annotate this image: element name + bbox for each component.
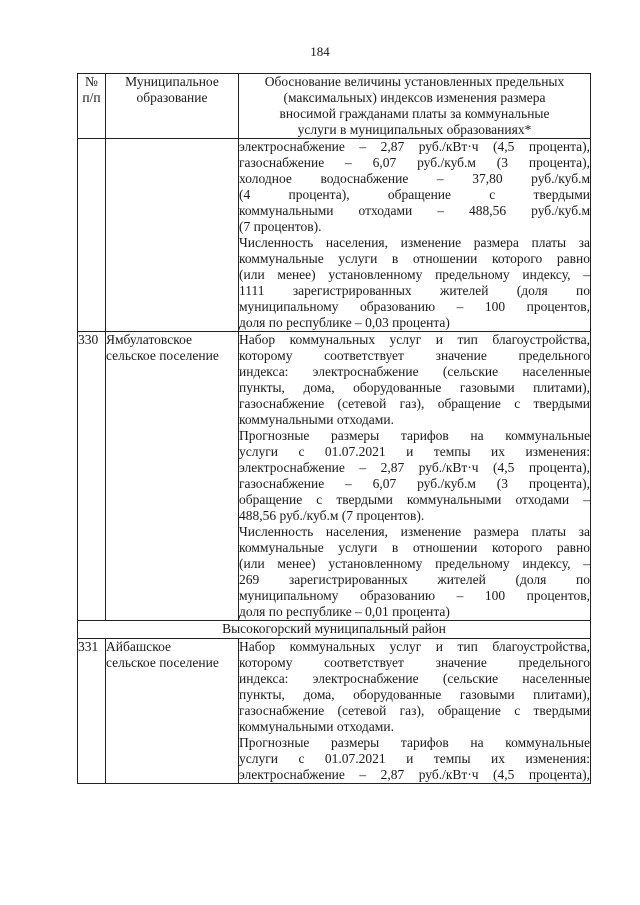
justification-line: (или менее) установленному предельному индексу, – (239, 556, 590, 571)
justification-line: электроснабжение – 2,87 руб./кВт·ч (4,5 процента), (239, 139, 590, 154)
justification-line: индекса: электроснабжение (сельские населенные (239, 671, 590, 686)
justification-line: 1111 зарегистрированных жителей (доля по (239, 283, 590, 298)
table-header-row (78, 74, 591, 139)
justification-line: доля по республике – 0,01 процента) (239, 604, 450, 619)
justification-line: Численность населения, изменение размера платы за (239, 524, 590, 539)
header-justification-line: услуги в муниципальных образованиях* (297, 122, 532, 137)
municipality-cell (106, 639, 239, 784)
justification-line: которому соответствует значение предельного (239, 655, 590, 670)
justification-line: коммунальные услуги в отношении которого равно (239, 251, 590, 266)
justification-line: электроснабжение – 2,87 руб./кВт·ч (4,5 процента), (239, 460, 590, 475)
justification-line: коммунальные услуги в отношении которого равно (239, 540, 590, 555)
justification-line: газоснабжение (сетевой газ), обращение с твердыми (239, 396, 590, 411)
table-row (78, 332, 591, 621)
justification-line: обращение с твердыми коммунальными отходами – (239, 492, 590, 507)
justification-line: электроснабжение – 2,87 руб./кВт·ч (4,5 процента), (239, 767, 590, 782)
header-justification-line: (максимальных) индексов изменения размера (283, 90, 546, 105)
justification-cell (239, 332, 591, 621)
justification-line: коммунальными отходами. (239, 412, 394, 427)
page-number: 184 (310, 44, 330, 59)
justification-line: Прогнозные размеры тарифов на коммунальные (239, 428, 590, 443)
municipality-cell (106, 332, 239, 621)
municipality-name-line: Ямбулатовское (106, 332, 192, 347)
justification-line: Численность населения, изменение размера платы за (239, 235, 590, 250)
justification-line: холодное водоснабжение – 37,80 руб./куб.м (239, 171, 590, 186)
justification-line: Набор коммунальных услуг и тип благоустройства, (239, 639, 590, 654)
justification-line: муниципальному образованию – 100 процентов, (239, 588, 590, 603)
justification-line: (7 процентов). (239, 219, 322, 234)
row-number (78, 139, 106, 332)
justification-line: индекса: электроснабжение (сельские населенные (239, 364, 590, 379)
municipality-name-line: сельское поселение (106, 655, 219, 670)
justification-line: пункты, дома, оборудованные газовыми плитами), (239, 687, 590, 702)
header-num-line: п/п (82, 90, 101, 105)
justification-line: пункты, дома, оборудованные газовыми плитами), (239, 380, 590, 395)
municipality-cell (106, 139, 239, 332)
justification-line: коммунальными отходами. (239, 719, 394, 734)
justification-line: (или менее) установленному предельному индексу, – (239, 267, 590, 282)
header-municipality-line: образование (136, 90, 208, 105)
justification-cell (239, 639, 591, 784)
header-justification-line: Обоснование величины установленных предельных (264, 74, 565, 89)
justification-line: муниципальному образованию – 100 процентов, (239, 299, 590, 314)
justification-line: Набор коммунальных услуг и тип благоустройства, (239, 332, 590, 347)
justification-line: коммунальными отходами – 488,56 руб./куб.м (239, 203, 590, 218)
header-municipality-line: Муниципальное (125, 74, 219, 89)
header-justification (239, 74, 591, 139)
justification-cell (239, 139, 591, 332)
justification-line: которому соответствует значение предельного (239, 348, 590, 363)
header-num-line: № (85, 74, 98, 89)
row-number: 330 (78, 332, 106, 621)
header-municipality (106, 74, 239, 139)
table-row (78, 639, 591, 784)
tariff-table (77, 73, 591, 784)
row-number: 331 (78, 639, 106, 784)
municipality-name-line: Айбашское (106, 639, 172, 654)
justification-line: газоснабжение (сетевой газ), обращение с твердыми (239, 703, 590, 718)
justification-line: газоснабжение – 6,07 руб./куб.м (3 процента), (239, 476, 590, 491)
justification-line: Прогнозные размеры тарифов на коммунальные (239, 735, 590, 750)
justification-line: (4 процента), обращение с твердыми (239, 187, 590, 202)
justification-line: 488,56 руб./куб.м (7 процентов). (239, 508, 425, 523)
justification-line: газоснабжение – 6,07 руб./куб.м (3 процента), (239, 155, 590, 170)
justification-line: услуги с 01.07.2021 и темпы их изменения: (239, 751, 590, 766)
region-title: Высокогорский муниципальный район (78, 621, 591, 639)
justification-line: услуги с 01.07.2021 и темпы их изменения: (239, 444, 590, 459)
region-row (78, 621, 591, 639)
justification-line: доля по республике – 0,03 процента) (239, 315, 450, 330)
header-justification-line: вносимой гражданами платы за коммунальные (279, 106, 550, 121)
header-num (78, 74, 106, 139)
table-row (78, 139, 591, 332)
municipality-name-line: сельское поселение (106, 348, 219, 363)
justification-line: 269 зарегистрированных жителей (доля по (239, 572, 590, 587)
